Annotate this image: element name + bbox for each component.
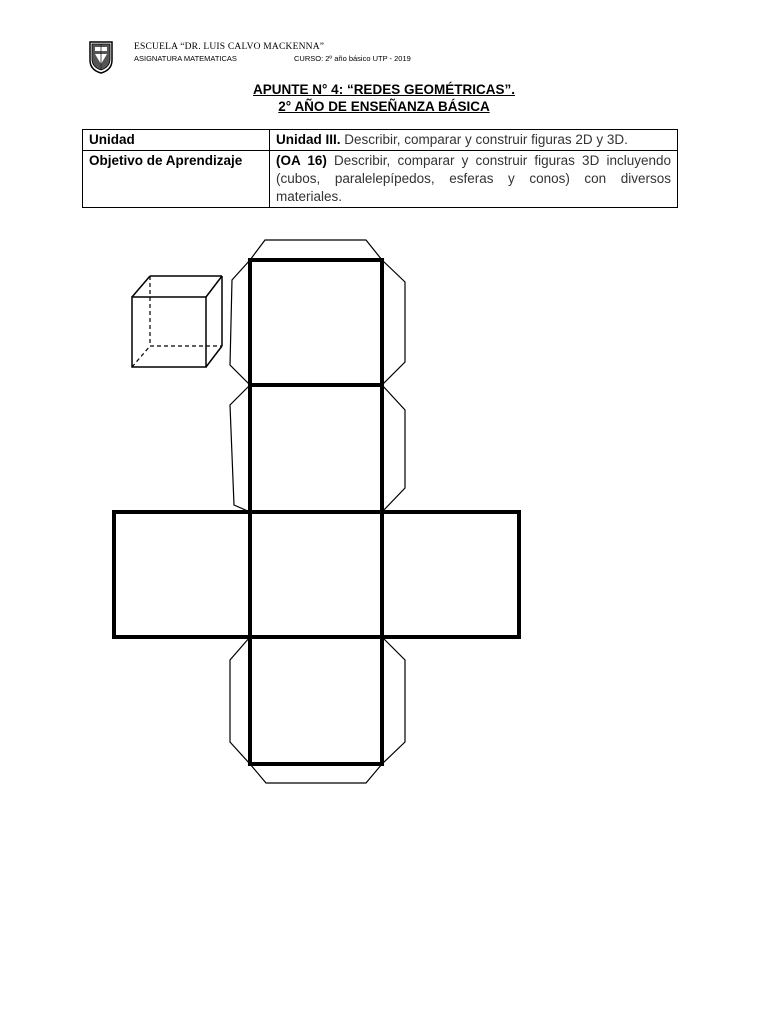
net-face-center [250,512,382,637]
row-label-unidad: Unidad [83,130,270,151]
course-label: CURSO: 2º año básico UTP - 2019 [294,54,411,63]
net-face-right [382,512,519,637]
school-name: ESCUELA “DR. LUIS CALVO MACKENNA” [134,42,325,52]
net-face-upper [250,385,382,512]
row-label-objetivo: Objetivo de Aprendizaje [83,151,270,208]
cube-3d-wireframe-icon [132,276,222,367]
document-title: APUNTE N° 4: “REDES GEOMÉTRICAS”. [253,82,515,97]
subject-label: ASIGNATURA MATEMATICAS [134,54,237,63]
net-face-bottom [250,637,382,764]
net-face-top [250,260,382,385]
net-face-left [114,512,250,637]
unit-code: Unidad III. [276,132,341,147]
objective-code: (OA 16) [276,153,327,168]
objective-description: Describir, comparar y construir figuras 3D incluyendo (cubos, paralelepípedos, esferas y conos) con diversos materiales. [276,153,672,204]
document-subtitle: 2° AÑO DE ENSEÑANZA BÁSICA [278,99,490,114]
net-faces [114,260,519,764]
unit-description: Describir, comparar y construir figuras 2D y 3D. [340,132,628,147]
